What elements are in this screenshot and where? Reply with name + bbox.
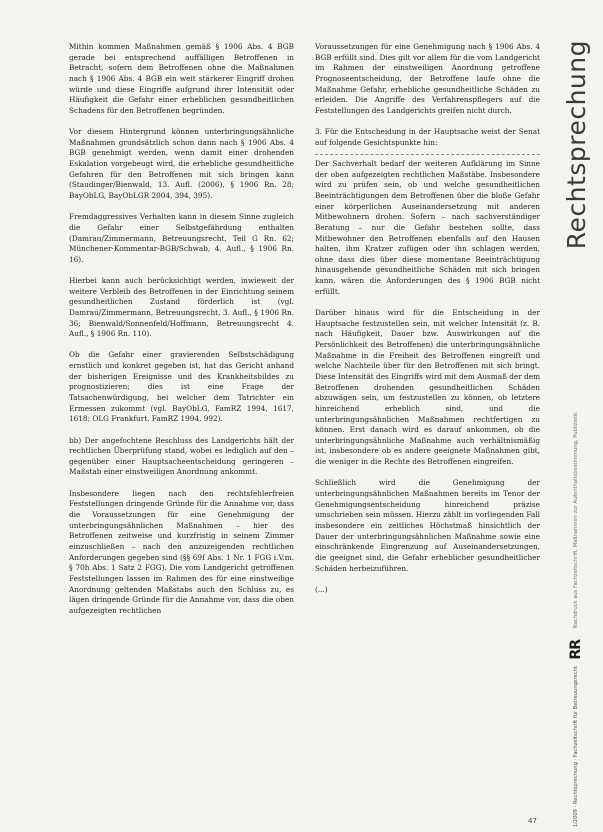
left-paragraph-4: Hierbei kann auch berücksichtigt werden, inwieweit der weitere Verbleib des Betroffenen in der Einrichtung seinem gesundheitlichen Zustand förderlich ist (vgl. Damrau/Zimmermann, Betreuungsrecht, 3. Aufl., § 1906 Rn. 36; Bienwald/Sonnenfeld/Hoffmann, Betreuungsrecht 4. Aufl., § 1906 Rn. 110). bbox=[69, 275, 294, 339]
journal-logo: RR bbox=[568, 640, 584, 660]
right-column bbox=[315, 42, 540, 606]
right-paragraph-3: Der Sachverhalt bedarf der weiteren Aufklärung im Sinne der oben aufgezeigten rechtlichen Maßstäbe. Insbesondere wird zu prüfen sein, ob und welche gesundheitlichen Beeinträchtigungen dem Betroffenen über die bloße Gefahr einer körperlichen Auseinandersetzung mit anderen Mitbewohnern drohen. Sofern – nach sachverständiger Beratung – nur die Gefahr bestehen sollte, dass Mitbewohner den Betroffenen ebenfalls auf den Hausen halten, ihm Kratzer zufügen oder ihn schlagen werden, ohne dass dies über diese momentane Beeinträchtigung hinausgehende gesundheitliche Schäden mit sich bringen kann, wären die Anforderungen des § 1906 BGB nicht erfüllt. bbox=[315, 154, 540, 298]
right-paragraph-5: Schließlich wird die Genehmigung der unterbringungsähnlichen Maßnahmen bereits im Tenor der Genehmigungsentscheidung hinreichend präzise umschrieben sein müssen. Hierzu zählt im vorliegenden Fall insbesondere ein zeitliches Höchstmaß hinsichtlich der Dauer der unterbringungsähnlichen Maßnahme sowie eine einschränkende Eingrenzung auf Auseinandersetzungen, die geeignet sind, die Gefahr erheblicher gesundheitlicher Schäden herbeizuführen. bbox=[315, 478, 540, 573]
journal-footer bbox=[561, 640, 591, 827]
section-title bbox=[559, 30, 593, 260]
left-column bbox=[69, 42, 294, 627]
side-credit-text: Nachdruck aus Fachzeitschrift, Maßnahmen zur Aufenthaltsbestimmung, Publizistik bbox=[573, 411, 579, 629]
right-paragraph-1: Voraussetzungen für eine Genehmigung nach § 1906 Abs. 4 BGB erfüllt sind. Dies gilt vor allem für die vom Landgericht im Rahmen der einstweiligen Anordnung getroffene Prognoseentscheidung, der Betroffene laufe ohne die Maßnahme Gefahr, erhebliche gesundheitliche Schäden zu erleiden. Die Angriffe des Verfahrenspflegers auf die Feststellungen des Landgerichts greifen nicht durch. bbox=[315, 42, 540, 115]
page-number: 47 bbox=[528, 817, 537, 825]
left-paragraph-2: Vor diesem Hintergrund können unterbringungsähnliche Maßnahmen grundsätzlich schon dann nach § 1906 Abs. 4 BGB genehmigt werden, wenn damit einer drohenden Eskalation vorgebeugt wird, die erhebliche gesundheitliche Gefahren für den Betroffenen mit sich bringen kann (Staudinger/Bienwald, 13. Aufl. (2006), § 1906 Rn. 28; BayObLG, BayObLGR 2004, 394, 395). bbox=[69, 127, 294, 201]
left-paragraph-6: bb) Der angefochtene Beschluss des Landgerichts hält der rechtlichen Überprüfung stand, wobei es lediglich auf den – gegenüber einer Hauptsacheentscheidung geringeren – Maßstab einer einstweiligen Anordnung ankommt. bbox=[69, 435, 294, 477]
journal-info: 1/2009 · Rechtsprechung · Fachzeitschrift für Betreuungsrecht bbox=[573, 665, 579, 827]
left-paragraph-5: Ob die Gefahr einer gravierenden Selbstschädigung ernstlich und konkret gegeben ist, hat das Gericht anhand der bisherigen Ereignisse und des Krankheitsbildes zu prognostizieren; dies ist eine Frage der Tatsachenwürdigung, bei welcher dem Tatrichter ein Ermessen zukommt (vgl. BayObLG, FamRZ 1994, 1617, 1618; OLG Frankfurt, FamRZ 1994, 992). bbox=[69, 350, 294, 424]
right-paragraph-6: (...) bbox=[315, 584, 328, 594]
left-paragraph-7: Insbesondere liegen nach den rechtsfehlerfreien Feststellungen dringende Gründe für die Annahme vor, dass die Voraussetzungen für eine Genehmigung der unterbringungsähnlichen Maßnahmen – hier des Betroffenen zeitweise und kurzfristig in seinem Zimmer einzuschließen – nach den anzuzeigenden rechtlichen Anforderungen gegeben sind (§§ 69f Abs. 1 Nr. 1 FGG i.V.m. § 70h Abs. 1 Satz 2 FGG). Die vom Landgericht getroffenen Feststellungen lassen im Rahmen des für eine einstweilige Anordnung geltenden Maßstabs auch den Schluss zu, es lägen dringende Gründe für die Annahme vor, dass die oben aufgezeigten rechtlichen bbox=[69, 488, 294, 615]
left-paragraph-3: Fremdaggressives Verhalten kann in diesem Sinne zugleich die Gefahr einer Selbstgefährdung enthalten (Damrau/Zimmermann, Betreuungsrecht, Teil G Rn. 62; Münchener-Kommentar-BGB/Schwab, 4. Aufl., § 1906 Rn. 16). bbox=[69, 212, 294, 264]
right-paragraph-2: 3. Für die Entscheidung in der Hauptsache weist der Senat auf folgende Gesichtspunkte hin: bbox=[315, 127, 540, 147]
side-credit bbox=[566, 410, 586, 630]
right-paragraph-4: Darüber hinaus wird für die Entscheidung in der Hauptsache festzustellen sein, mit welcher Intensität (z. B. nach Häufigkeit, Dauer bzw. Auswirkungen auf die Persönlichkeit des Betroffenen) die unterbringungsähnliche Maßnahme in die Freiheit des Betroffenen eingreift und welche Nachteile über für den Betroffenen mit sich bringt. Diese Intensität des Eingriffs wird mit dem Ausmaß der dem Betroffenen drohenden gesundheitlichen Schäden abzuwägen sein, um festzustellen zu können, ob letztere hinreichend erheblich sind, und die unterbringungsähnlichen Maßnahmen rechtfertigen zu können. Erst danach wird es darauf ankommen, ob die unterbringungsähnliche Maßnahme auch verhältnismäßig ist, insbesondere ob es andere geeignete Maßnahmen gibt, die weniger in die Rechte des Betroffenen eingreifen. bbox=[315, 307, 540, 467]
left-paragraph-1: Mithin kommen Maßnahmen gemäß § 1906 Abs. 4 BGB gerade bei entsprechend auffälligen Betroffenen in Betracht, sofern dem Betroffenen ohne die Maßnahmen nach § 1906 Abs. 4 BGB ein weit stärkerer Eingriff drohen würde und diese Eingriffe aufgrund ihrer Intensität oder Häufigkeit die Gefahr einer erheblichen gesundheitlichen Schadens für den Betroffenen begründen. bbox=[69, 42, 294, 115]
section-title-text: Rechtsprechung bbox=[561, 40, 591, 250]
